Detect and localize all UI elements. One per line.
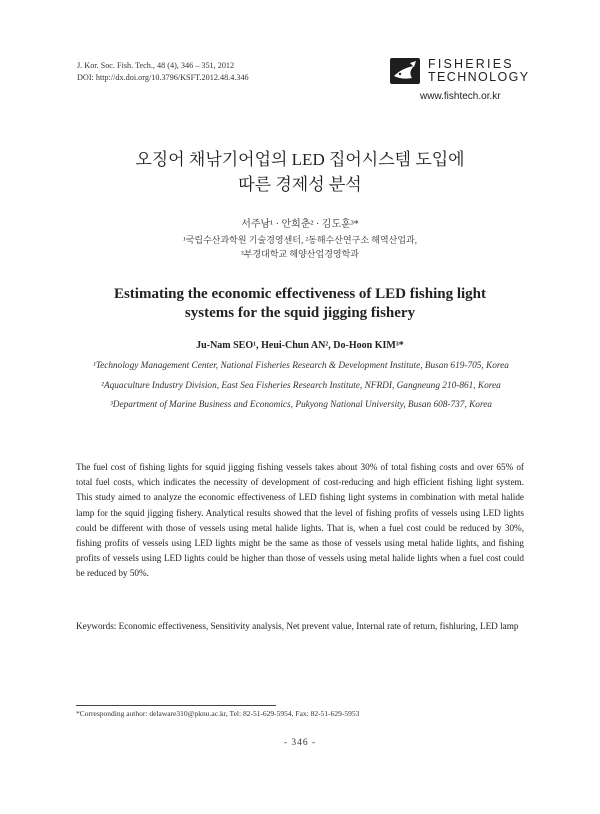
abstract: The fuel cost of fishing lights for squid jigging fishing vessels takes about 30% of total fishing costs and over 65% of total fuel costs, which indicates the necessity of development of cost-reducing and high efficient fishing light system. This study aimed to analyze the economic effectiveness of LED fishing light systems in combination with metal halide lamp for the squid jigging fishery. Analytical results showed that the level of fishing profits of vessels using LED lights could be different with those of vessels using metal halide lights. That is, when a fuel cost could be reduced by 30%, fishing profits of vessels using LED lights might be the same as those of vessels using metal halide lights, and fishing profits of vessels using LED lights could be higher than those of vessels using metal halide lights when a fuel cost could be reduced by 50%. <box>76 462 524 579</box>
korean-authors: 서주남¹ · 안희춘² · 김도훈³* <box>241 219 359 230</box>
journal-url[interactable]: www.fishtech.or.kr <box>420 91 501 102</box>
english-title-line1: Estimating the economic effectiveness of LED fishing light <box>113 286 487 302</box>
affiliation-1: ¹Technology Management Center, National Fisheries Research & Development Institute, Busan 619-705, Korea <box>93 361 509 371</box>
english-affiliations <box>78 359 524 418</box>
affiliation-2: ²Aquaculture Industry Division, East Sea Fisheries Research Institute, NFRDI, Gangneung 210-861, Korea <box>101 380 501 391</box>
english-title <box>0 285 600 323</box>
corresponding-author-footnote: *Corresponding author: delaware310@pknu.ac.kr, Tel: 82-51-629-5954, Fax: 82-51-629-5953 <box>76 709 360 718</box>
korean-title <box>0 147 600 197</box>
english-authors: Ju-Nam SEO¹, Heui-Chun AN², Do-Hoon KIM³* <box>196 340 404 351</box>
journal-doi: DOI: http://dx.doi.org/10.3796/KSFT.2012.48.4.346 <box>77 72 249 82</box>
korean-title-line2: 따른 경제성 분석 <box>238 175 362 194</box>
korean-affiliation-line1: ¹국립수산과학원 기술경영센터, ²동해수산연구소 해역산업과, <box>183 235 417 245</box>
page-number: - 346 - <box>283 738 317 748</box>
english-title-line2: systems for the squid jigging fishery <box>184 305 416 321</box>
affiliation-3: ³Department of Marine Business and Economics, Pukyong National University, Busan 608-737, Korea <box>109 400 493 410</box>
logo-word-technology: TECHNOLOGY <box>428 70 530 84</box>
korean-affiliation-line2: ³부경대학교 해양산업경영학과 <box>241 249 359 259</box>
journal-meta <box>77 60 249 83</box>
korean-affiliations <box>0 233 600 261</box>
journal-logo <box>390 58 530 108</box>
footnote-divider <box>76 705 276 706</box>
journal-citation: J. Kor. Soc. Fish. Tech., 48 (4), 346 – 351, 2012 <box>77 61 235 70</box>
keywords: Keywords: Economic effectiveness, Sensitivity analysis, Net prevent value, Internal rate of return, fishluring, LED lamp <box>76 621 519 631</box>
logo-word-fisheries: FISHERIES <box>428 57 514 71</box>
korean-title-line1: 오징어 채낚기어업의 LED 집어시스템 도입에 <box>135 150 465 169</box>
fish-boat-logo-icon <box>390 58 420 84</box>
